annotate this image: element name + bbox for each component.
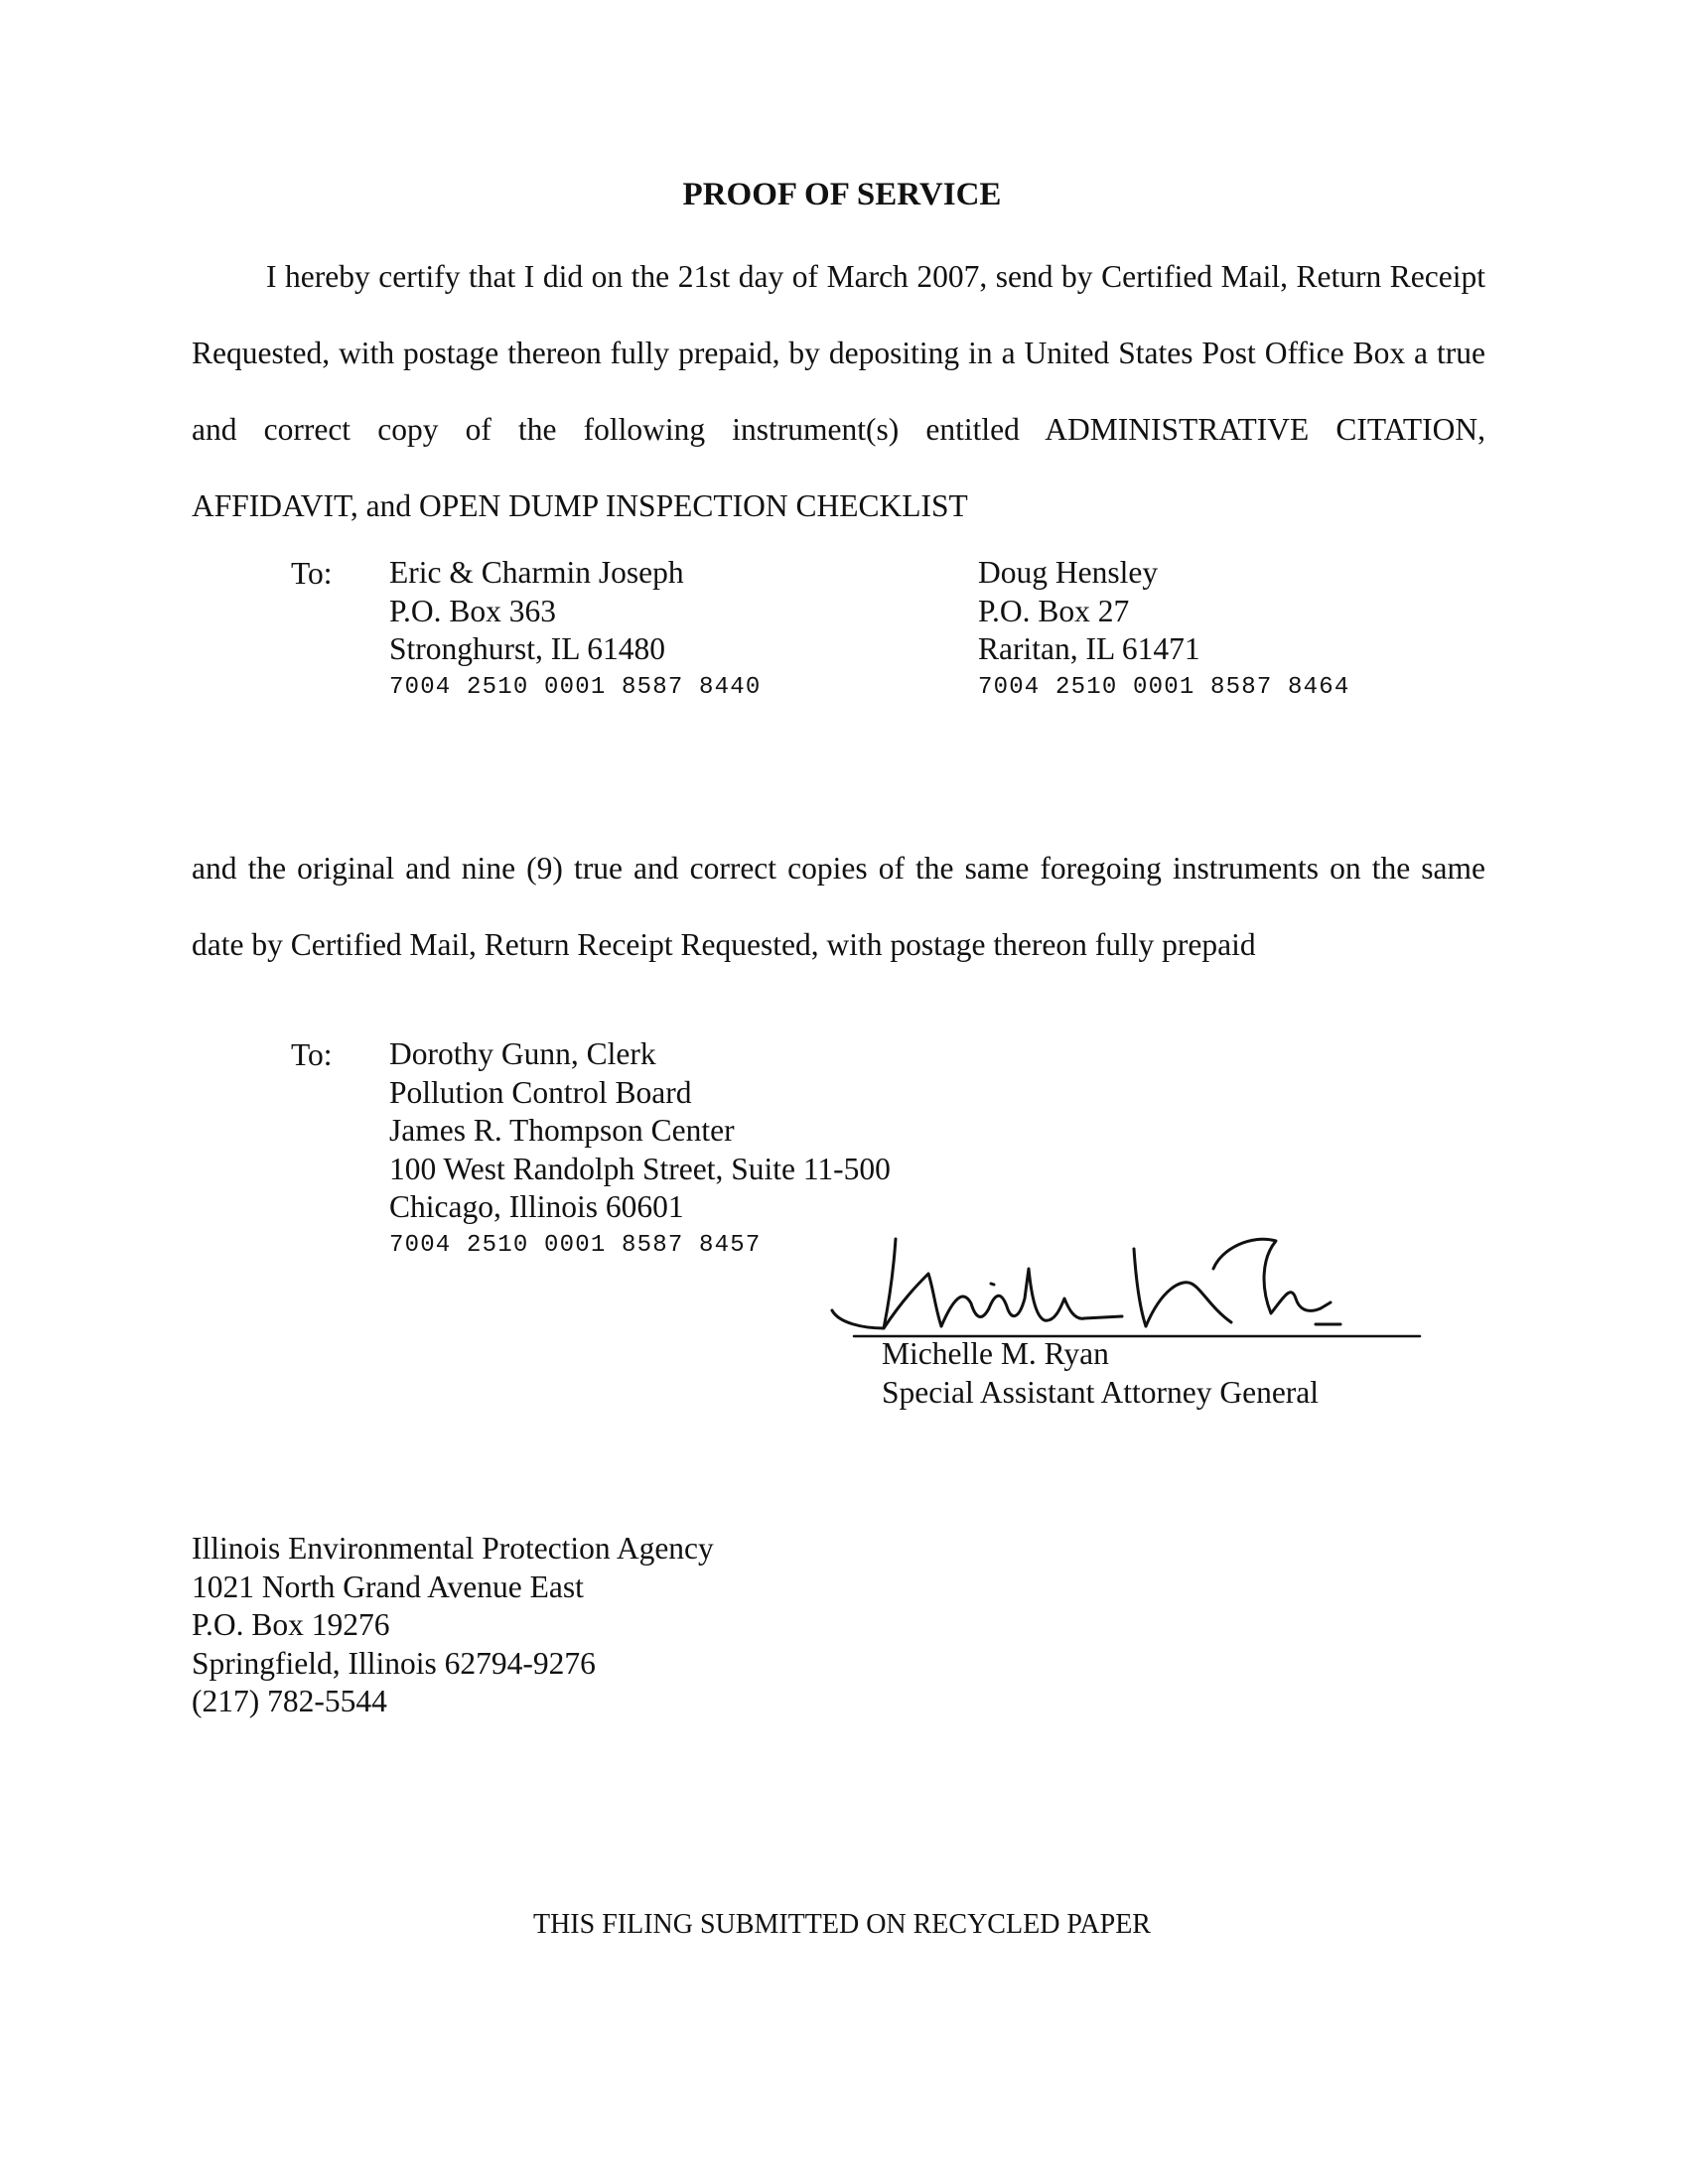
signer-name: Michelle M. Ryan	[882, 1336, 1109, 1371]
recipient-address	[978, 554, 1349, 707]
tracking-number: 7004 2510 0001 8587 8464	[978, 673, 1350, 701]
recipient-address-line: P.O. Box 363	[389, 593, 557, 628]
clerk-address-line: Chicago, Illinois 60601	[389, 1189, 684, 1225]
recipient-name: Doug Hensley	[978, 555, 1159, 590]
recipient-name: Eric & Charmin Joseph	[389, 555, 684, 590]
document-title: PROOF OF SERVICE	[682, 177, 1002, 212]
service-paragraph	[192, 830, 1485, 983]
signer-title: Special Assistant Attorney General	[882, 1374, 1320, 1410]
paragraph-line: and the original and nine (9) true and correct copies of the same foregoing instruments on the same	[192, 851, 1485, 886]
paragraph-line: AFFIDAVIT, and OPEN DUMP INSPECTION CHECKLIST	[192, 488, 968, 523]
clerk-address-line: 100 West Randolph Street, Suite 11-500	[389, 1151, 891, 1186]
signer-block	[882, 1335, 1319, 1412]
tracking-number: 7004 2510 0001 8587 8457	[389, 1231, 762, 1259]
paragraph-line: and correct copy of the following instrument(s) entitled ADMINISTRATIVE CITATION,	[192, 412, 1485, 447]
recipient-address	[389, 554, 761, 707]
paragraph-line: I hereby certify that I did on the 21st day of March 2007, send by Certified Mail, Return Receipt	[266, 259, 1485, 294]
agency-address-line: (217) 782-5544	[192, 1684, 387, 1719]
recycled-paper-notice: THIS FILING SUBMITTED ON RECYCLED PAPER	[532, 1909, 1151, 1940]
paragraph-line: Requested, with postage thereon fully prepaid, by depositing in a United States Post Office Box a true	[192, 336, 1485, 370]
recipient-address-line: P.O. Box 27	[978, 593, 1130, 628]
agency-address-line: 1021 North Grand Avenue East	[192, 1569, 584, 1604]
paragraph-line: date by Certified Mail, Return Receipt Requested, with postage thereon fully prepaid	[192, 927, 1256, 962]
recipient-address-line: Stronghurst, IL 61480	[389, 631, 665, 667]
clerk-address-line: James R. Thompson Center	[389, 1113, 735, 1149]
to-label: To:	[291, 556, 333, 591]
agency-address-line: Springfield, Illinois 62794-9276	[192, 1645, 596, 1681]
to-label: To:	[291, 1037, 333, 1072]
clerk-address	[389, 1035, 891, 1266]
recipient-address-line: Raritan, IL 61471	[978, 631, 1200, 667]
agency-address	[192, 1530, 714, 1721]
agency-address-line: P.O. Box 19276	[192, 1607, 390, 1643]
clerk-address-line: Pollution Control Board	[389, 1074, 692, 1110]
tracking-number: 7004 2510 0001 8587 8440	[389, 673, 762, 701]
agency-address-line: Illinois Environmental Protection Agency	[192, 1531, 714, 1566]
certification-paragraph	[192, 238, 1485, 544]
clerk-address-line: Dorothy Gunn, Clerk	[389, 1036, 656, 1071]
handwritten-signature	[824, 1229, 1450, 1348]
